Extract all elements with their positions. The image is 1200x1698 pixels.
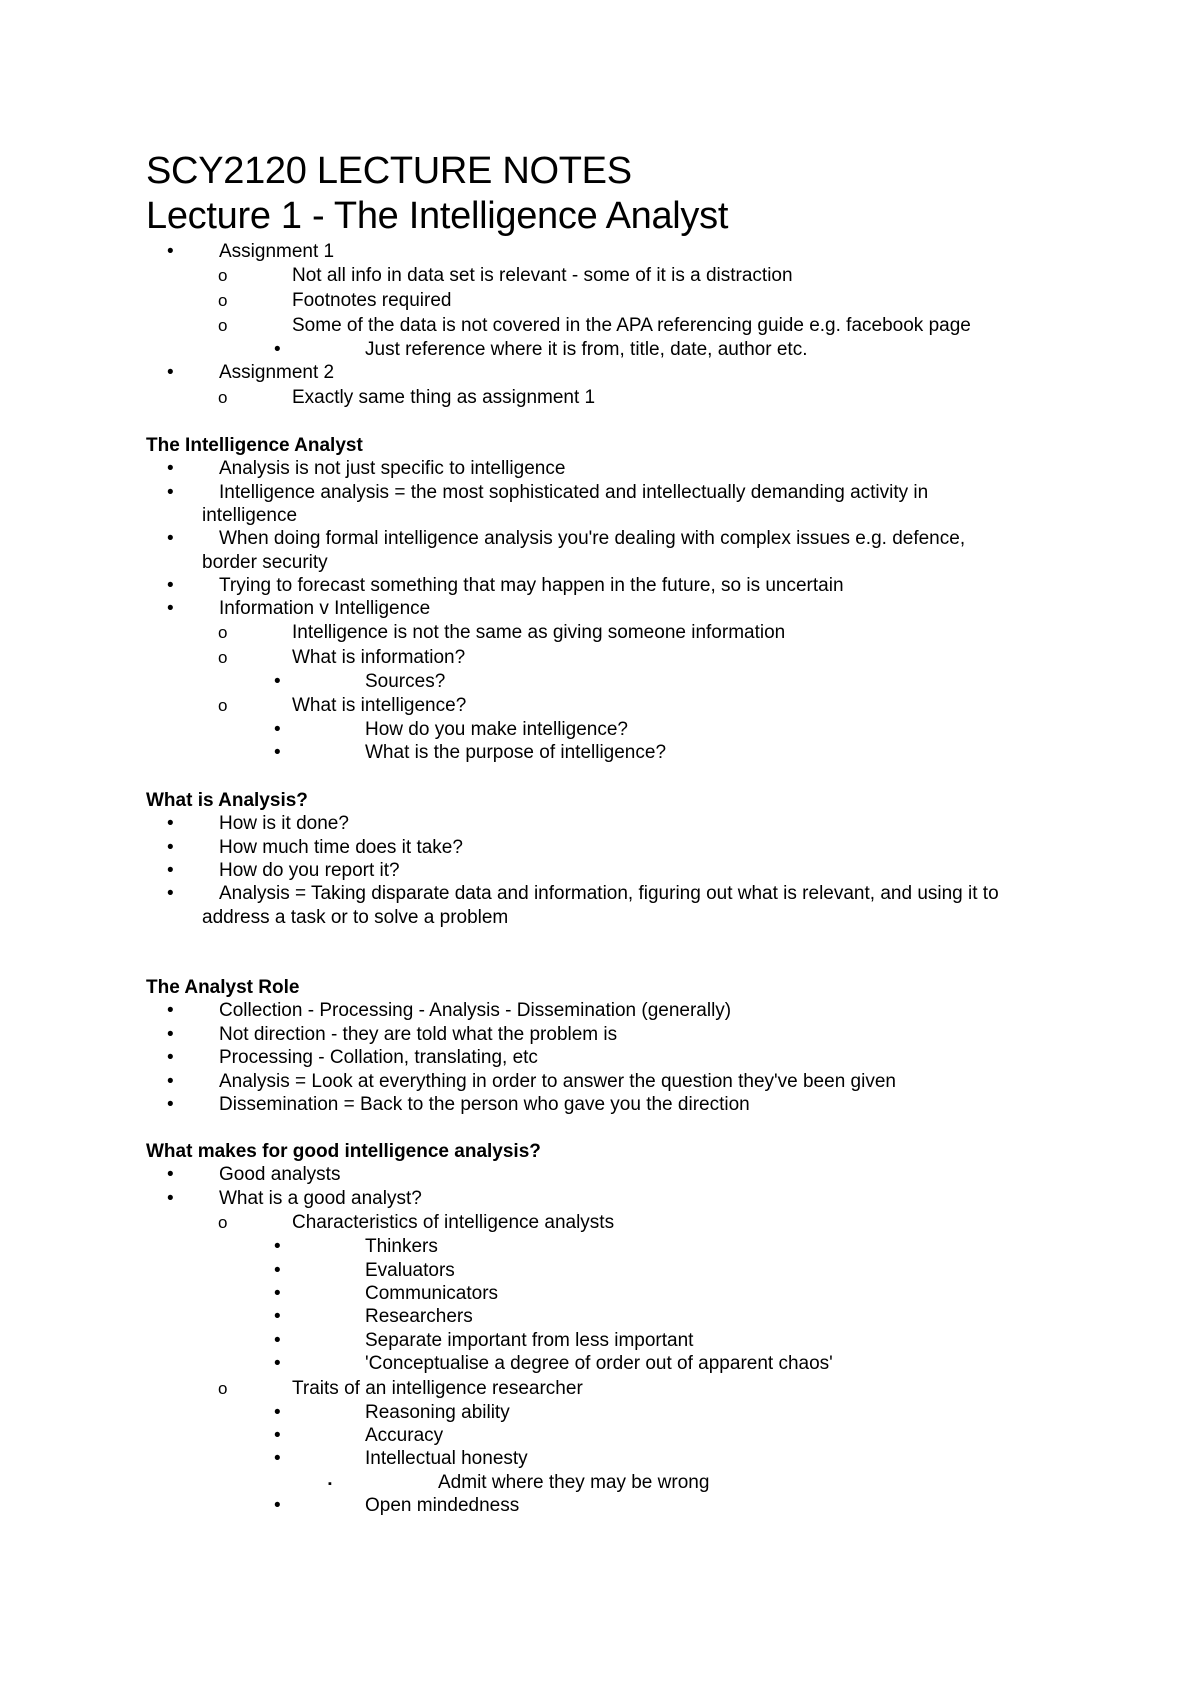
list-item: o Exactly same thing as assignment 1	[218, 387, 596, 408]
section-heading-intelligence-analyst: The Intelligence Analyst	[146, 435, 363, 456]
list-item: • 'Conceptualise a degree of order out of apparent chaos'	[274, 1353, 833, 1374]
list-item: • Collection - Processing - Analysis - Dissemination (generally)	[167, 1000, 732, 1021]
list-item: o What is information?	[218, 647, 466, 668]
list-item: • Intelligence analysis = the most sophisticated and intellectually demanding activity in	[167, 482, 929, 503]
list-item: • How do you report it?	[167, 860, 400, 881]
list-item: • Assignment 1	[167, 241, 335, 262]
list-item: o Not all info in data set is relevant - some of it is a distraction	[218, 265, 793, 286]
section-heading-what-is-analysis: What is Analysis?	[146, 790, 308, 811]
list-item: • Analysis = Look at everything in order to answer the question they've been given	[167, 1071, 896, 1092]
list-item: • Information v Intelligence	[167, 598, 431, 619]
list-item: • Sources?	[274, 671, 446, 692]
list-item: • Researchers	[274, 1306, 473, 1327]
list-item: • Analysis is not just specific to intelligence	[167, 458, 566, 479]
list-item: • Evaluators	[274, 1260, 455, 1281]
list-item: ▪ Admit where they may be wrong	[328, 1472, 710, 1493]
list-item-continuation: intelligence	[202, 505, 298, 526]
list-item: • Trying to forecast something that may happen in the future, so is uncertain	[167, 575, 844, 596]
list-item: o Characteristics of intelligence analysts	[218, 1212, 615, 1233]
list-item: • How do you make intelligence?	[274, 719, 628, 740]
list-item: • Dissemination = Back to the person who gave you the direction	[167, 1094, 750, 1115]
list-item: • Intellectual honesty	[274, 1448, 528, 1469]
list-item: • Accuracy	[274, 1425, 444, 1446]
section-heading-analyst-role: The Analyst Role	[146, 977, 300, 998]
list-item: • Assignment 2	[167, 362, 335, 383]
list-item: • Separate important from less important	[274, 1330, 694, 1351]
list-item: • Open mindedness	[274, 1495, 520, 1516]
list-item: • What is a good analyst?	[167, 1188, 422, 1209]
list-item: • Thinkers	[274, 1236, 438, 1257]
list-item-continuation: address a task or to solve a problem	[202, 907, 509, 928]
list-item: o Intelligence is not the same as giving someone information	[218, 622, 786, 643]
list-item: • Communicators	[274, 1283, 499, 1304]
list-item: o Some of the data is not covered in the APA referencing guide e.g. facebook page	[218, 315, 971, 336]
list-item: • Processing - Collation, translating, etc	[167, 1047, 538, 1068]
list-item: • Good analysts	[167, 1164, 341, 1185]
list-item: • How is it done?	[167, 813, 349, 834]
list-item: • Not direction - they are told what the problem is	[167, 1024, 618, 1045]
list-item: • How much time does it take?	[167, 837, 463, 858]
list-item: o Traits of an intelligence researcher	[218, 1378, 583, 1399]
list-item: o Footnotes required	[218, 290, 452, 311]
list-item: • Reasoning ability	[274, 1402, 510, 1423]
lecture-title: Lecture 1 - The Intelligence Analyst	[146, 195, 729, 237]
list-item: • What is the purpose of intelligence?	[274, 742, 667, 763]
list-item: • Analysis = Taking disparate data and information, figuring out what is relevant, and using it to	[167, 883, 999, 904]
section-heading-good-analysis: What makes for good intelligence analysis?	[146, 1141, 541, 1162]
document-title: SCY2120 LECTURE NOTES	[146, 150, 632, 192]
list-item-continuation: border security	[202, 552, 328, 573]
list-item: • When doing formal intelligence analysis you're dealing with complex issues e.g. defence,	[167, 528, 966, 549]
list-item: o What is intelligence?	[218, 695, 467, 716]
list-item: • Just reference where it is from, title, date, author etc.	[274, 339, 808, 360]
